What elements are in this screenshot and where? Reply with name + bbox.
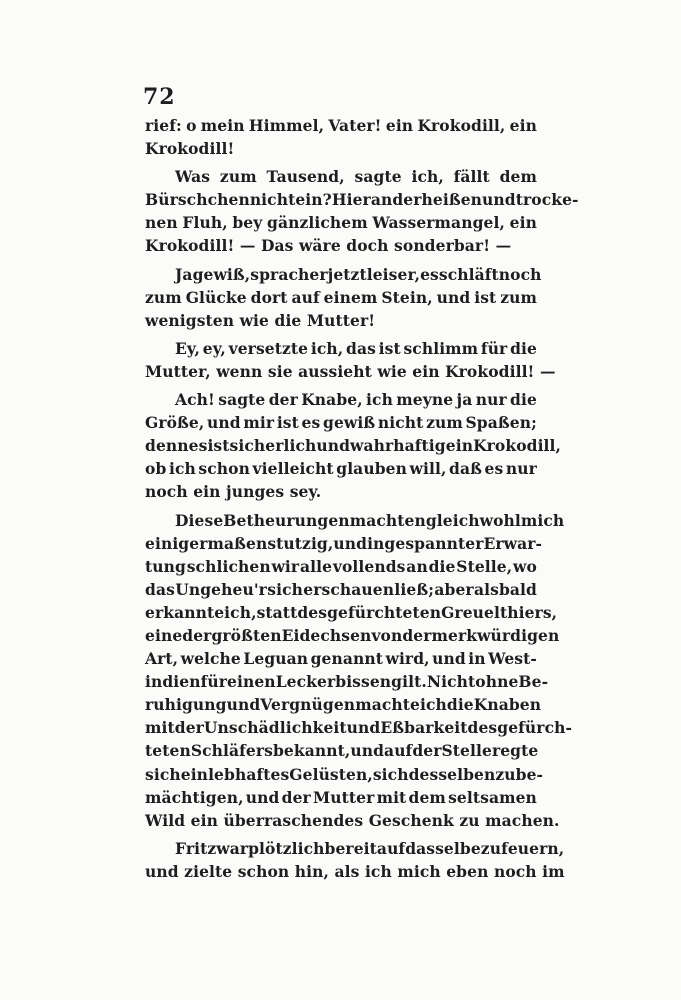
text-line: nen Fluh, bey gänzlichem Wassermangel, ein bbox=[145, 213, 537, 233]
text-line: mit der Unschädlichkeit und Eßbarkeit des gefürch- bbox=[145, 718, 573, 738]
text-line: Wild ein überraschendes Geschenk zu machen. bbox=[145, 810, 560, 830]
text-line: tung schlichen wir alle vollends an die Stelle, wo bbox=[145, 556, 537, 576]
text-line: Ach! sagte der Knabe, ich meyne ja nur die bbox=[175, 390, 537, 410]
text-line: Fritz war plötzlich bereit auf dasselbe zu feuern, bbox=[175, 838, 565, 858]
text-line: Bürschchen nicht ein? Hier an der heißen und trocke- bbox=[145, 190, 579, 210]
paragraph bbox=[145, 337, 556, 383]
text-line: denn es ist sicherlich und wahrhaftig ein Krokodill, bbox=[145, 436, 562, 456]
text-line: Diese Betheurungen machten gleichwohl mich bbox=[175, 510, 565, 530]
paragraph bbox=[145, 263, 542, 332]
text-line: Was zum Tausend, sagte ich, fällt dem bbox=[175, 167, 537, 187]
body-text bbox=[145, 114, 579, 883]
text-line: teten Schläfers bekannt, und auf der Stelle regte bbox=[145, 741, 539, 761]
text-line: erkannte ich, statt des gefürchteten Greuelthiers, bbox=[145, 602, 558, 622]
text-line: ob ich schon vielleicht glauben will, daß es nur bbox=[145, 459, 537, 479]
paragraph bbox=[145, 114, 537, 160]
text-line: mächtigen, und der Mutter mit dem seltsamen bbox=[145, 787, 537, 807]
text-line: Krokodill! — Das wäre doch sonderbar! — bbox=[145, 236, 512, 256]
paragraph bbox=[145, 388, 562, 503]
paragraph bbox=[145, 165, 579, 257]
text-line: Mutter, wenn sie aussieht wie ein Krokodill! — bbox=[145, 361, 556, 381]
text-line: Größe, und mir ist es gewiß nicht zum Spaßen; bbox=[145, 413, 537, 433]
text-line: das Ungeheu'r sich erschauen ließ; aber alsbald bbox=[145, 579, 537, 599]
text-line: und zielte schon hin, als ich mich eben noch im bbox=[145, 861, 565, 881]
paragraph bbox=[145, 837, 565, 883]
text-line: indien für einen Leckerbissen gilt. Nicht ohne Be- bbox=[145, 672, 549, 692]
text-line: noch ein junges sey. bbox=[145, 482, 322, 502]
page-number: 72 bbox=[143, 84, 176, 110]
text-line: rief: o mein Himmel, Vater! ein Krokodill, ein bbox=[145, 116, 537, 135]
text-line: eine der größten Eidechsen von der merkwürdigen bbox=[145, 625, 560, 645]
text-line: wenigsten wie die Mutter! bbox=[145, 310, 376, 330]
text-line: zum Glücke dort auf einem Stein, und ist zum bbox=[145, 287, 537, 307]
text-line: sich ein lebhaftes Gelüsten, sich desselben zu be- bbox=[145, 764, 544, 784]
paragraph bbox=[145, 509, 573, 832]
text-line: Krokodill! bbox=[145, 139, 235, 159]
text-line: einigermaßen stutzig, und in gespannter Erwar- bbox=[145, 533, 543, 553]
text-line: Art, welche Leguan genannt wird, und in West- bbox=[145, 649, 537, 669]
text-line: ruhigung und Vergnügen machte ich die Knaben bbox=[145, 695, 542, 715]
text-line: Ja gewiß, sprach er jetzt leiser, es schläft noch bbox=[175, 264, 542, 284]
text-line: Ey, ey, versetzte ich, das ist schlimm für die bbox=[175, 338, 537, 358]
